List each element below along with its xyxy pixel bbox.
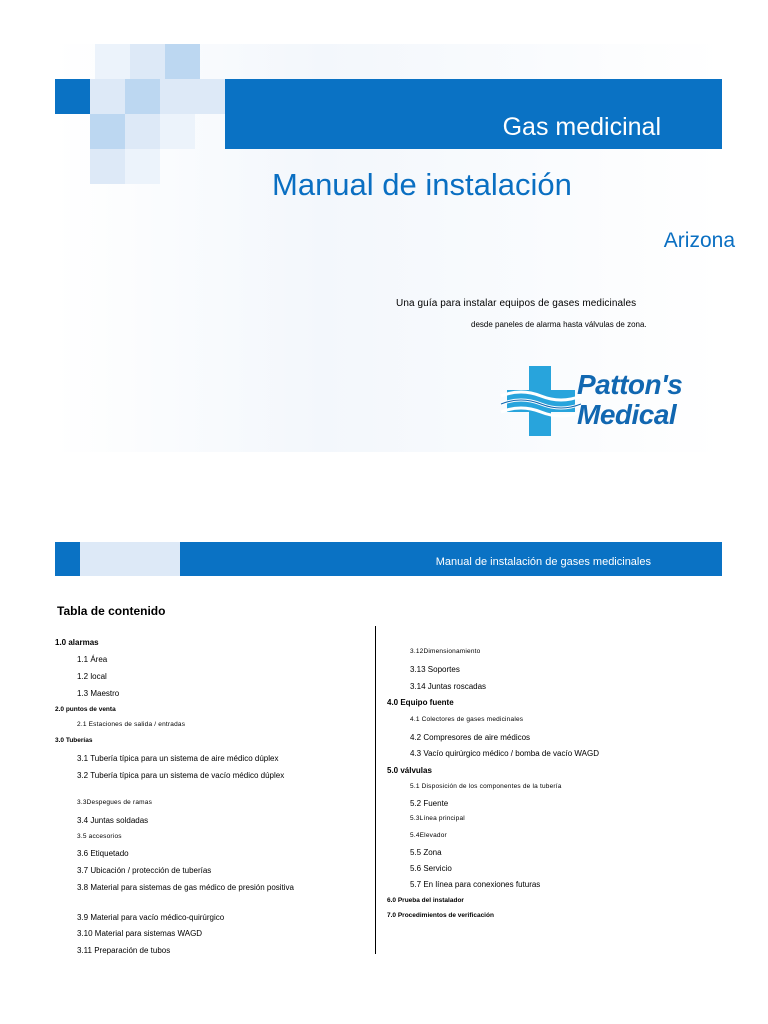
toc-entry: 5.7 En línea para conexiones futuras: [410, 880, 541, 889]
toc-entry: 3.6 Etiquetado: [77, 849, 129, 858]
cover-title: Gas medicinal: [502, 113, 661, 141]
decor-square: [90, 149, 125, 184]
logo-text-medical: Medical: [577, 399, 677, 430]
decor-square: [130, 44, 165, 79]
toc-entry: 4.1 Colectores de gases medicinales: [410, 716, 524, 723]
toc-entry: 1.0 alarmas: [55, 638, 99, 647]
toc-entry: 4.3 Vacío quirúrgico médico / bomba de vacío WAGD: [410, 749, 599, 758]
medical-cross-icon: [501, 360, 581, 444]
toc-entry: 6.0 Prueba del instalador: [387, 897, 464, 904]
toc-entry: 3.8 Material para sistemas de gas médico de presión positiva: [77, 883, 294, 892]
decor-square: [55, 542, 80, 576]
toc-entry: 5.2 Fuente: [410, 799, 449, 808]
decor-square: [160, 79, 225, 114]
column-divider: [375, 626, 376, 954]
cover-slide: [55, 44, 735, 452]
decor-square: [125, 149, 160, 184]
toc-entry: 2.0 puntos de venta: [55, 706, 116, 713]
decor-square: [80, 542, 113, 576]
toc-entry: 4.2 Compresores de aire médicos: [410, 733, 531, 742]
toc-entry: 2.1 Estaciones de salida / entradas: [77, 721, 186, 728]
toc-entry: 1.2 local: [77, 672, 107, 681]
logo-text-pattons: Patton's: [577, 369, 683, 400]
toc-entry: 5.3Línea principal: [410, 815, 465, 822]
toc-entry: 3.2 Tubería típica para un sistema de vacío médico dúplex: [77, 771, 285, 780]
toc-entry: 5.4Elevador: [410, 832, 447, 839]
toc-title: Tabla de contenido: [57, 604, 166, 618]
toc-entry: 5.1 Disposición de los componentes de la tubería: [410, 783, 562, 790]
toc-slide: [55, 540, 722, 970]
decor-square: [160, 114, 195, 149]
toc-entry: 3.14 Juntas roscadas: [410, 682, 487, 691]
cover-heading: Manual de instalación: [272, 167, 572, 202]
toc-entry: 3.11 Preparación de tubos: [77, 946, 171, 955]
decor-square: [125, 114, 160, 149]
pattons-medical-logo: [501, 360, 729, 444]
toc-entry: 1.3 Maestro: [77, 689, 120, 698]
toc-entry: 5.0 válvulas: [387, 766, 432, 775]
decor-square: [55, 79, 90, 114]
logo-text: [577, 370, 682, 430]
decor-square: [146, 542, 180, 576]
toc-entry: 4.0 Equipo fuente: [387, 698, 454, 707]
toc-entry: 5.6 Servicio: [410, 864, 452, 873]
toc-entry: 3.10 Material para sistemas WAGD: [77, 929, 203, 938]
cover-subtitle-line2: desde paneles de alarma hasta válvulas de zona.: [471, 320, 647, 329]
decor-square: [125, 79, 160, 114]
decor-square: [95, 44, 130, 79]
toc-entry: 3.7 Ubicación / protección de tuberías: [77, 866, 212, 875]
decor-square: [90, 79, 125, 114]
toc-entry: 3.9 Material para vacío médico-quirúrgico: [77, 913, 225, 922]
toc-entry: 5.5 Zona: [410, 848, 442, 857]
cover-subtitle-line1: Una guía para instalar equipos de gases medicinales: [396, 298, 637, 309]
toc-entry: 3.4 Juntas soldadas: [77, 816, 149, 825]
decor-square: [90, 114, 125, 149]
toc-entry: 3.3Despegues de ramas: [77, 799, 153, 806]
decor-square: [113, 542, 146, 576]
toc-entry: 3.1 Tubería típica para un sistema de aire médico dúplex: [77, 754, 279, 763]
decor-square: [165, 44, 200, 79]
toc-entry: 3.5 accesorios: [77, 833, 122, 840]
toc-entry: 1.1 Área: [77, 655, 108, 664]
toc-entry: 3.0 Tuberías: [55, 737, 93, 744]
toc-entry: 7.0 Procedimientos de verificación: [387, 912, 494, 919]
toc-header-text: Manual de instalación de gases medicinales: [435, 556, 651, 568]
cover-state: Arizona: [663, 229, 735, 252]
toc-entry: 3.13 Soportes: [410, 665, 460, 674]
toc-entry: 3.12Dimensionamiento: [410, 648, 481, 655]
